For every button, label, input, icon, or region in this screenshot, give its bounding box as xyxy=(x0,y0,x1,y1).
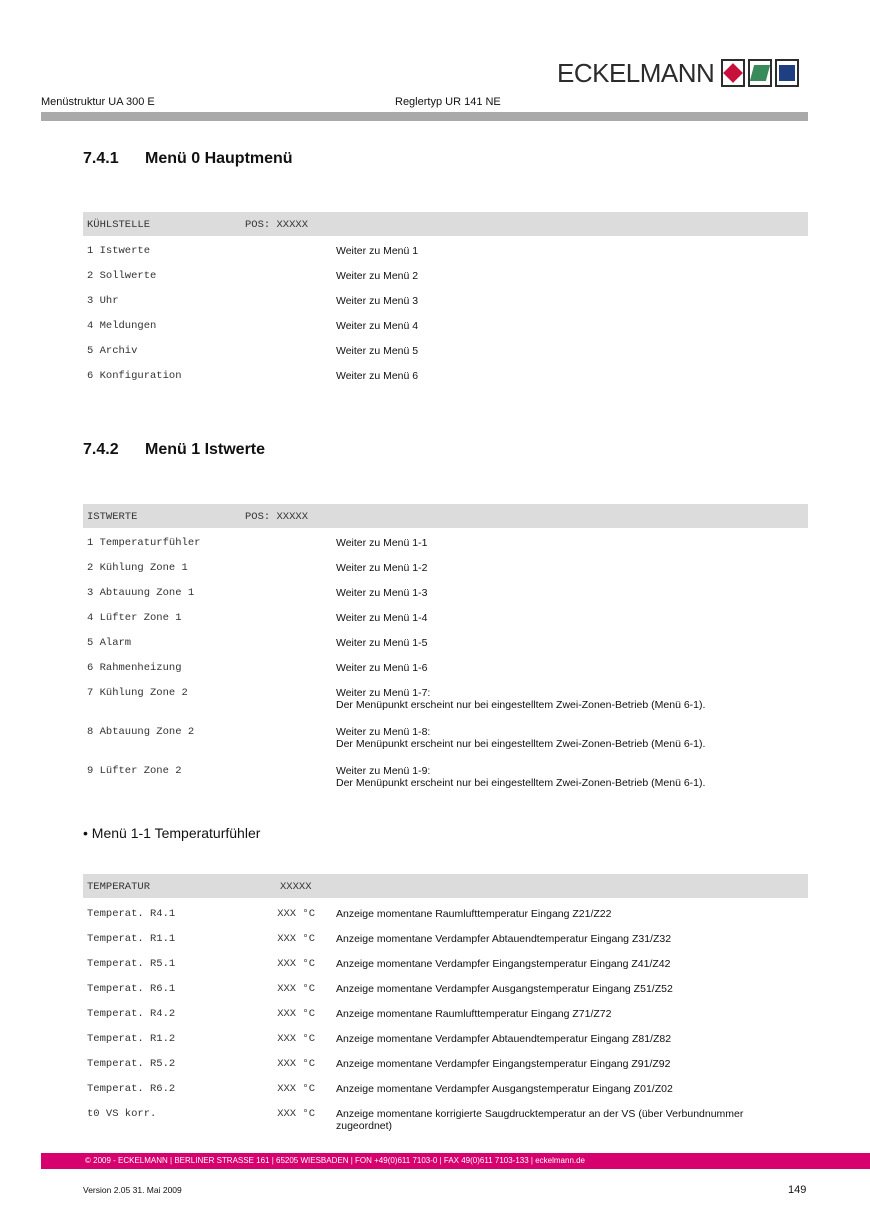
section-title: Menü 0 Hauptmenü xyxy=(145,150,293,167)
menu-description: Weiter zu Menü 1-1 xyxy=(336,537,428,549)
company-logo xyxy=(557,56,799,90)
sensor-value: XXX °C xyxy=(277,983,315,995)
menu-description: Weiter zu Menü 1-3 xyxy=(336,587,428,599)
menu-item: 4 Meldungen xyxy=(87,320,157,332)
sensor-description-line2: zugeordnet) xyxy=(336,1120,393,1132)
section-title: Menü 1 Istwerte xyxy=(145,441,266,458)
sensor-label: Temperat. R4.1 xyxy=(87,908,176,920)
sensor-value: XXX °C xyxy=(277,1008,315,1020)
menu-description: Weiter zu Menü 1-5 xyxy=(336,637,428,649)
sensor-description: Anzeige momentane Verdampfer Abtauendtemperatur Eingang Z81/Z82 xyxy=(336,1033,672,1045)
sensor-label: Temperat. R6.2 xyxy=(87,1083,176,1095)
sensor-description-line1: Anzeige momentane korrigierte Saugdrucktemperatur an der VS (über Verbundnummer xyxy=(336,1108,744,1120)
menu-item: 5 Archiv xyxy=(87,345,138,357)
menu-description: Weiter zu Menü 6 xyxy=(336,370,419,382)
sensor-description: Anzeige momentane Verdampfer Eingangstemperatur Eingang Z41/Z42 xyxy=(336,958,671,970)
section-number: 7.4.1 xyxy=(83,150,119,167)
menu-description-note: Der Menüpunkt erscheint nur bei eingestelltem Zwei-Zonen-Betrieb (Menü 6-1). xyxy=(336,699,706,711)
section-heading-7-4-2 xyxy=(83,441,265,459)
section-heading-7-4-1 xyxy=(83,150,293,168)
table-header xyxy=(83,212,808,236)
menu-description: Weiter zu Menü 1-4 xyxy=(336,612,428,624)
table-header-title: TEMPERATUR xyxy=(87,881,151,893)
menu-1-1-table xyxy=(83,874,808,1132)
sensor-label: Temperat. R6.1 xyxy=(87,983,176,995)
footer-address: © 2009 - ECKELMANN | BERLINER STRASSE 161 | 65205 WIESBADEN | FON +49(0)611 7103-0 | FAX 49(0)611 7103-133 | eckelmann.de xyxy=(85,1156,586,1165)
table-header-title: ISTWERTE xyxy=(87,511,138,523)
logo-green-parallelogram-icon xyxy=(748,59,772,87)
menu-description xyxy=(336,687,806,711)
menu-item: 6 Rahmenheizung xyxy=(87,662,182,674)
sensor-description: Anzeige momentane Raumlufttemperatur Eingang Z21/Z22 xyxy=(336,908,612,920)
version-info: Version 2.05 31. Mai 2009 xyxy=(83,1185,182,1195)
menu-item: 9 Lüfter Zone 2 xyxy=(87,765,182,777)
menu-description-line1: Weiter zu Menü 1-7: xyxy=(336,687,431,699)
sensor-description: Anzeige momentane Verdampfer Ausgangstemperatur Eingang Z01/Z02 xyxy=(336,1083,673,1095)
sensor-value: XXX °C xyxy=(277,1083,315,1095)
menu-item: 2 Sollwerte xyxy=(87,270,157,282)
section-number: 7.4.2 xyxy=(83,441,119,458)
sensor-description: Anzeige momentane Raumlufttemperatur Eingang Z71/Z72 xyxy=(336,1008,612,1020)
sensor-description: Anzeige momentane Verdampfer Ausgangstemperatur Eingang Z51/Z52 xyxy=(336,983,673,995)
menu-description-line1: Weiter zu Menü 1-9: xyxy=(336,765,431,777)
menu-description: Weiter zu Menü 1-2 xyxy=(336,562,428,574)
menu-description: Weiter zu Menü 1 xyxy=(336,245,419,257)
bullet-dot-icon: • xyxy=(83,825,88,841)
sensor-value: XXX °C xyxy=(277,1058,315,1070)
menu-description: Weiter zu Menü 1-6 xyxy=(336,662,428,674)
sensor-value: XXX °C xyxy=(277,958,315,970)
footer-bar xyxy=(41,1153,870,1169)
menu-item: 1 Temperaturfühler xyxy=(87,537,201,549)
sensor-label: Temperat. R1.1 xyxy=(87,933,176,945)
menu-item: 4 Lüfter Zone 1 xyxy=(87,612,182,624)
logo-blue-square-icon xyxy=(775,59,799,87)
menu-description: Weiter zu Menü 2 xyxy=(336,270,419,282)
menu-1-table xyxy=(83,504,808,789)
menu-description-note: Der Menüpunkt erscheint nur bei eingestelltem Zwei-Zonen-Betrieb (Menü 6-1). xyxy=(336,777,706,789)
sensor-value: XXX °C xyxy=(277,1108,315,1120)
menu-description xyxy=(336,765,806,789)
menu-item: 2 Kühlung Zone 1 xyxy=(87,562,188,574)
table-header-pos: POS: XXXXX xyxy=(245,511,309,523)
menu-description xyxy=(336,726,806,750)
logo-mark-icon xyxy=(721,59,799,87)
sensor-description: Anzeige momentane Verdampfer Abtauendtemperatur Eingang Z31/Z32 xyxy=(336,933,672,945)
table-header-pos: XXXXX xyxy=(280,881,312,893)
subsection-bullet xyxy=(83,825,260,841)
logo-red-diamond-icon xyxy=(721,59,745,87)
menu-description-line1: Weiter zu Menü 1-8: xyxy=(336,726,431,738)
sensor-description xyxy=(336,1108,806,1132)
menu-description: Weiter zu Menü 5 xyxy=(336,345,419,357)
menu-description: Weiter zu Menü 4 xyxy=(336,320,419,332)
page-number: 149 xyxy=(788,1184,807,1196)
sensor-description: Anzeige momentane Verdampfer Eingangstemperatur Eingang Z91/Z92 xyxy=(336,1058,671,1070)
sensor-value: XXX °C xyxy=(277,1033,315,1045)
menu-0-table xyxy=(83,212,808,382)
menu-item: 7 Kühlung Zone 2 xyxy=(87,687,188,699)
sensor-label: Temperat. R5.1 xyxy=(87,958,176,970)
table-header-pos: POS: XXXXX xyxy=(245,219,309,231)
sensor-value: XXX °C xyxy=(277,908,315,920)
sensor-value: XXX °C xyxy=(277,933,315,945)
menu-item: 8 Abtauung Zone 2 xyxy=(87,726,195,738)
menu-item: 3 Uhr xyxy=(87,295,119,307)
table-header xyxy=(83,874,808,898)
logo-text: ECKELMANN xyxy=(557,57,715,88)
header-divider xyxy=(41,112,808,121)
table-header xyxy=(83,504,808,528)
sensor-label: Temperat. R5.2 xyxy=(87,1058,176,1070)
menu-item: 6 Konfiguration xyxy=(87,370,182,382)
menu-item: 3 Abtauung Zone 1 xyxy=(87,587,195,599)
menu-item: 1 Istwerte xyxy=(87,245,151,257)
table-header-title: KÜHLSTELLE xyxy=(87,219,151,231)
menu-description-note: Der Menüpunkt erscheint nur bei eingestelltem Zwei-Zonen-Betrieb (Menü 6-1). xyxy=(336,738,706,750)
header-controller-type: Reglertyp UR 141 NE xyxy=(395,96,501,108)
menu-description: Weiter zu Menü 3 xyxy=(336,295,419,307)
sensor-label: Temperat. R4.2 xyxy=(87,1008,176,1020)
sensor-label: Temperat. R1.2 xyxy=(87,1033,176,1045)
subsection-title: Menü 1-1 Temperaturfühler xyxy=(91,825,261,841)
header-document-title: Menüstruktur UA 300 E xyxy=(41,96,155,108)
menu-item: 5 Alarm xyxy=(87,637,132,649)
sensor-label: t0 VS korr. xyxy=(87,1108,157,1120)
